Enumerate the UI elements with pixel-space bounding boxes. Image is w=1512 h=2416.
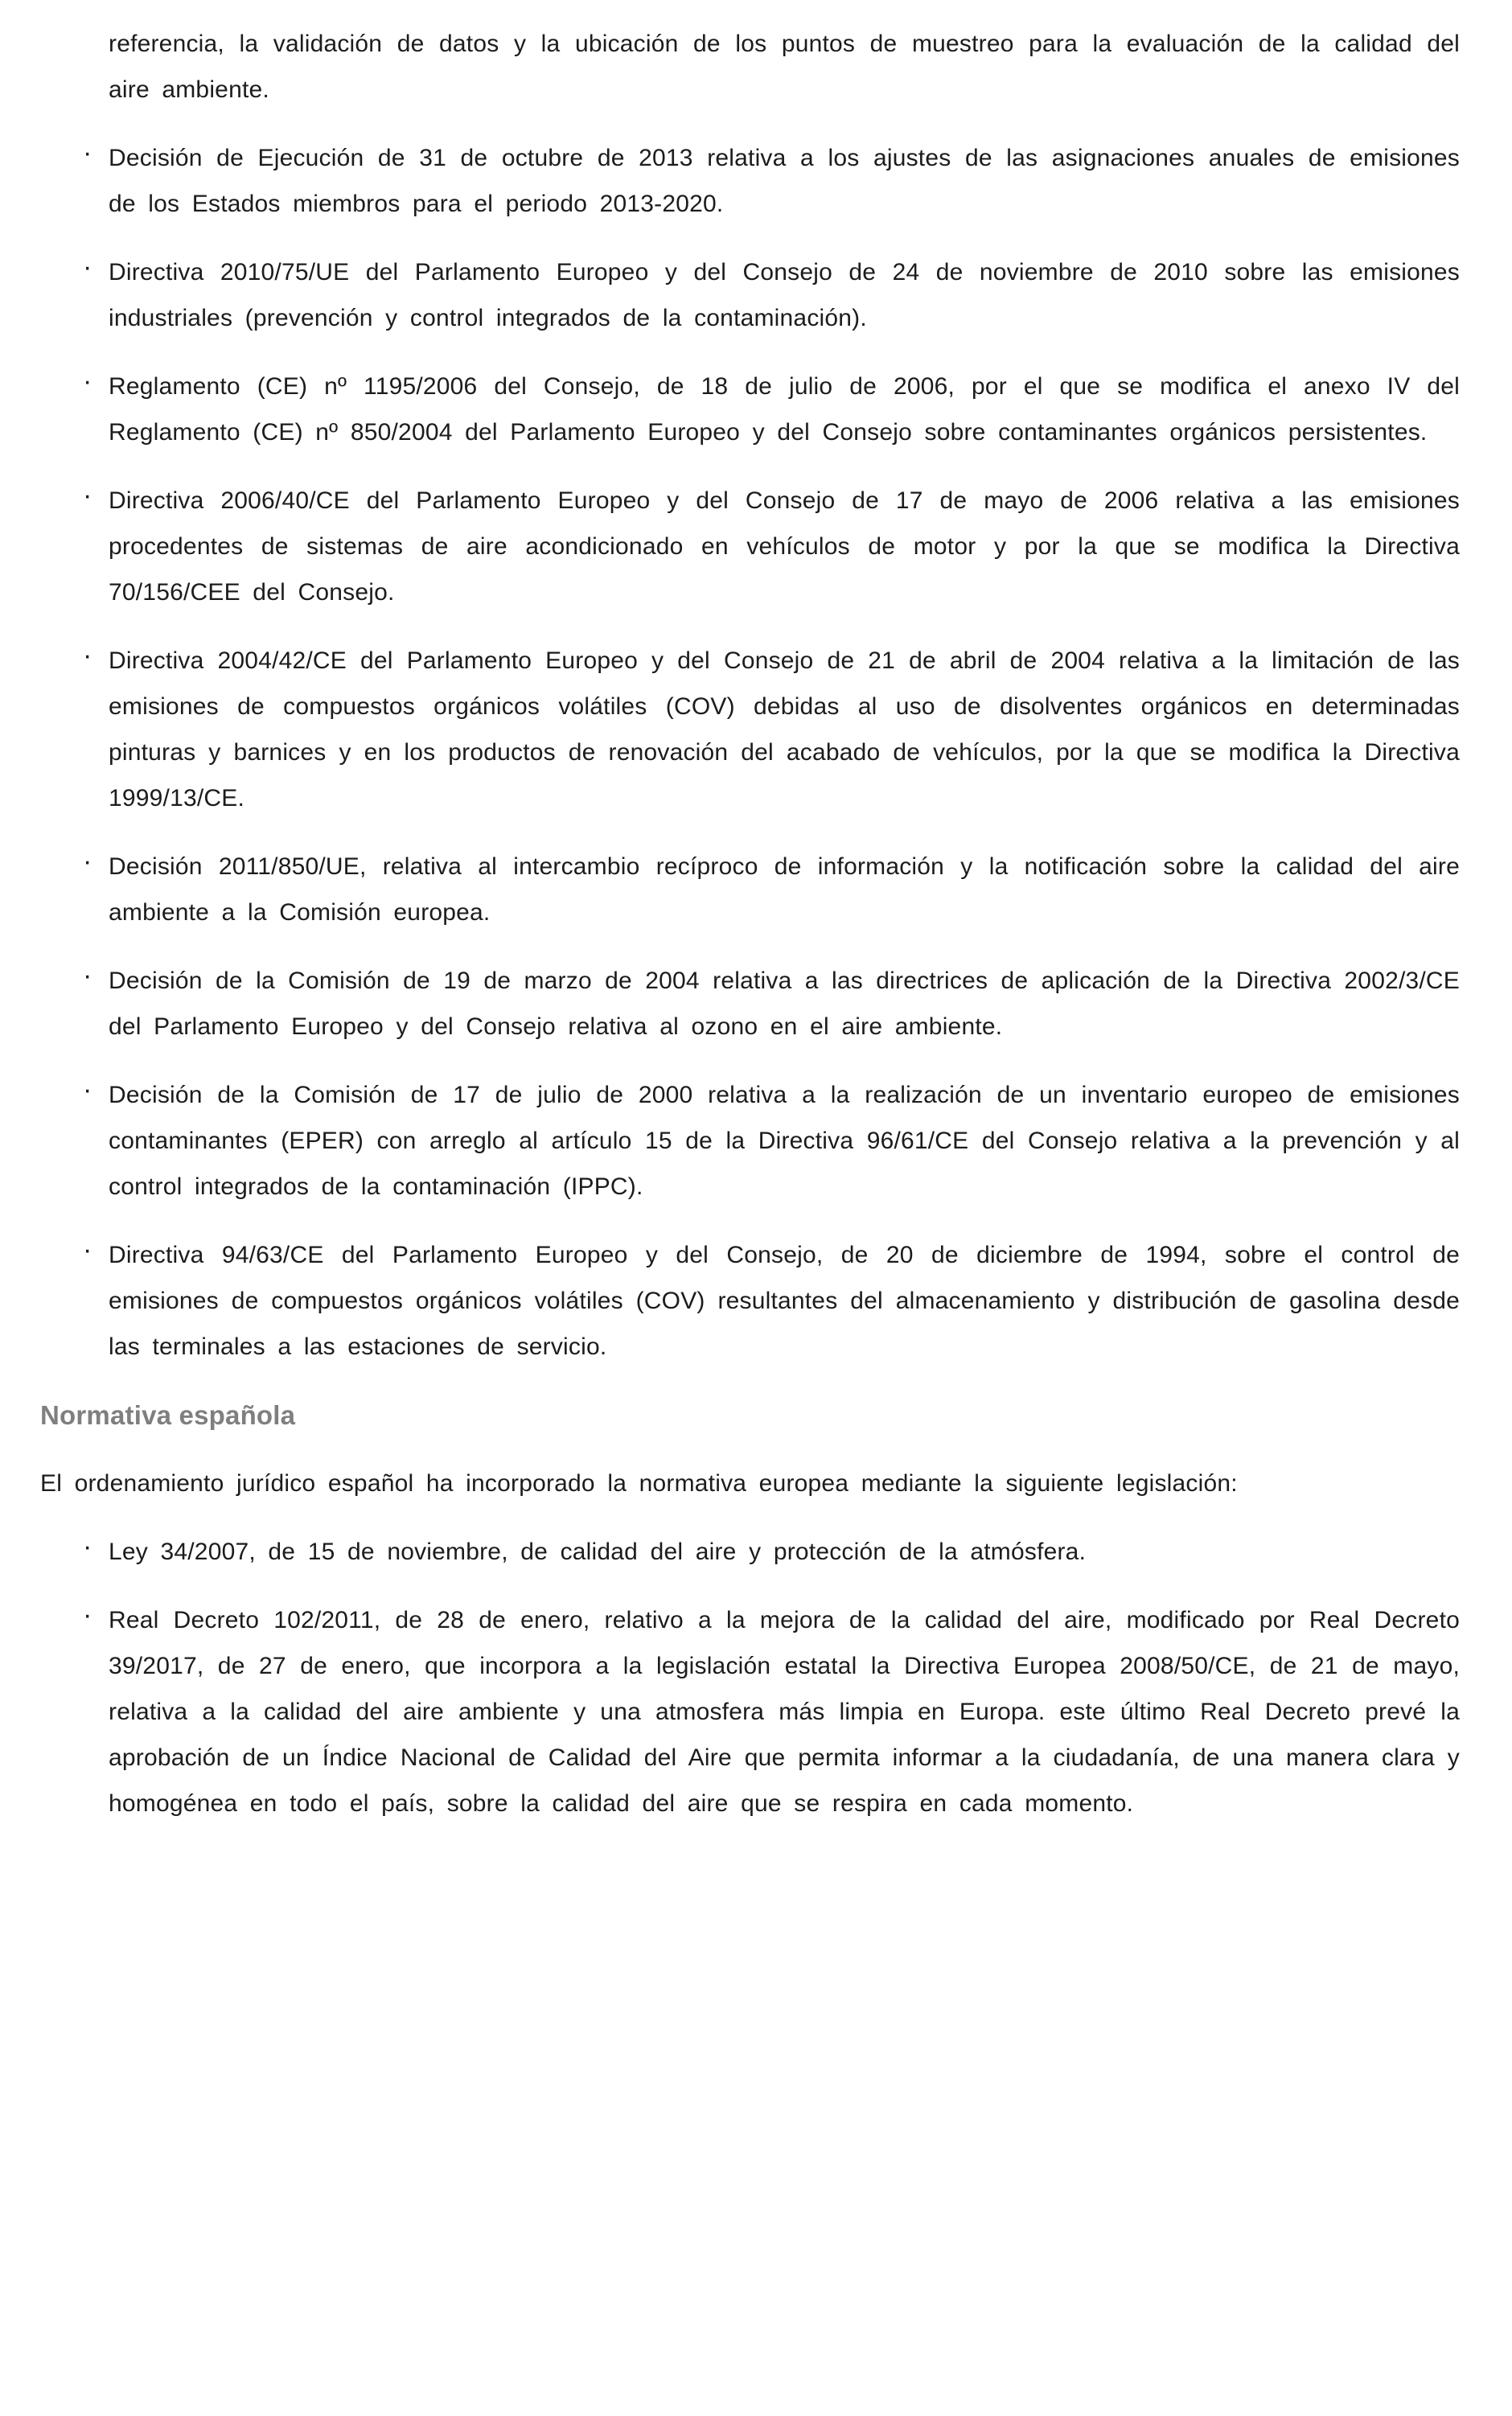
spanish-intro-paragraph: El ordenamiento jurídico español ha incorporado la normativa europea mediante la siguiente legislación:: [40, 1470, 1238, 1497]
list-item: · Directiva 2006/40/CE del Parlamento Europeo y del Consejo de 17 de mayo de 2006 relativa a las emisiones procedentes de sistemas de aire acondicionado en vehículos de motor y por la que se modifica la Directiva 70/156/CEE del Consejo.: [109, 478, 1460, 615]
spanish-legislation-list: [40, 1529, 1460, 1826]
list-item: · Real Decreto 102/2011, de 28 de enero, relativo a la mejora de la calidad del aire, modificado por Real Decreto 39/2017, de 27 de enero, que incorpora a la legislación estatal la Directiva Europea 2008/50/CE, de 21 de mayo, relativa a la calidad del aire ambiente y una atmosfera más limpia en Europa. este último Real Decreto prevé la aprobación de un Índice Nacional de Calidad del Aire que permita informar a la ciudadanía, de una manera clara y homogénea en todo el país, sobre la calidad del aire que se respira en cada momento.: [109, 1597, 1460, 1826]
list-item: · Decisión de la Comisión de 17 de julio de 2000 relativa a la realización de un inventario europeo de emisiones contaminantes (EPER) con arreglo al artículo 15 de la Directiva 96/61/CE del Consejo relativa a la prevención y al control integrados de la contaminación (IPPC).: [109, 1072, 1460, 1210]
section-heading-normativa-espanola: Normativa española: [40, 1400, 296, 1430]
intro-continuation-paragraph: referencia, la validación de datos y la ubicación de los puntos de muestreo para la evaluación de la calidad del aire ambiente.: [109, 31, 1460, 103]
list-item: · Ley 34/2007, de 15 de noviembre, de calidad del aire y protección de la atmósfera.: [109, 1529, 1460, 1575]
list-item: · Directiva 2010/75/UE del Parlamento Europeo y del Consejo de 24 de noviembre de 2010 sobre las emisiones industriales (prevención y control integrados de la contaminación).: [109, 249, 1460, 341]
list-item: · Reglamento (CE) nº 1195/2006 del Consejo, de 18 de julio de 2006, por el que se modifica el anexo IV del Reglamento (CE) nº 850/2004 del Parlamento Europeo y del Consejo sobre contaminantes orgánicos persistentes.: [109, 364, 1460, 455]
eu-legislation-list: [40, 135, 1460, 1370]
list-item: · Decisión 2011/850/UE, relativa al intercambio recíproco de información y la notificación sobre la calidad del aire ambiente a la Comisión europea.: [109, 844, 1460, 935]
list-item: · Directiva 2004/42/CE del Parlamento Europeo y del Consejo de 21 de abril de 2004 relativa a la limitación de las emisiones de compuestos orgánicos volátiles (COV) debidas al uso de disolventes orgánicos en determinadas pinturas y barnices y en los productos de renovación del acabado de vehículos, por la que se modifica la Directiva 1999/13/CE.: [109, 638, 1460, 821]
list-item: · Decisión de Ejecución de 31 de octubre de 2013 relativa a los ajustes de las asignaciones anuales de emisiones de los Estados miembros para el periodo 2013-2020.: [109, 135, 1460, 227]
list-item: · Directiva 94/63/CE del Parlamento Europeo y del Consejo, de 20 de diciembre de 1994, sobre el control de emisiones de compuestos orgánicos volátiles (COV) resultantes del almacenamiento y distribución de gasolina desde las terminales a las estaciones de servicio.: [109, 1232, 1460, 1370]
list-item: · Decisión de la Comisión de 19 de marzo de 2004 relativa a las directrices de aplicación de la Directiva 2002/3/CE del Parlamento Europeo y del Consejo relativa al ozono en el aire ambiente.: [109, 958, 1460, 1050]
